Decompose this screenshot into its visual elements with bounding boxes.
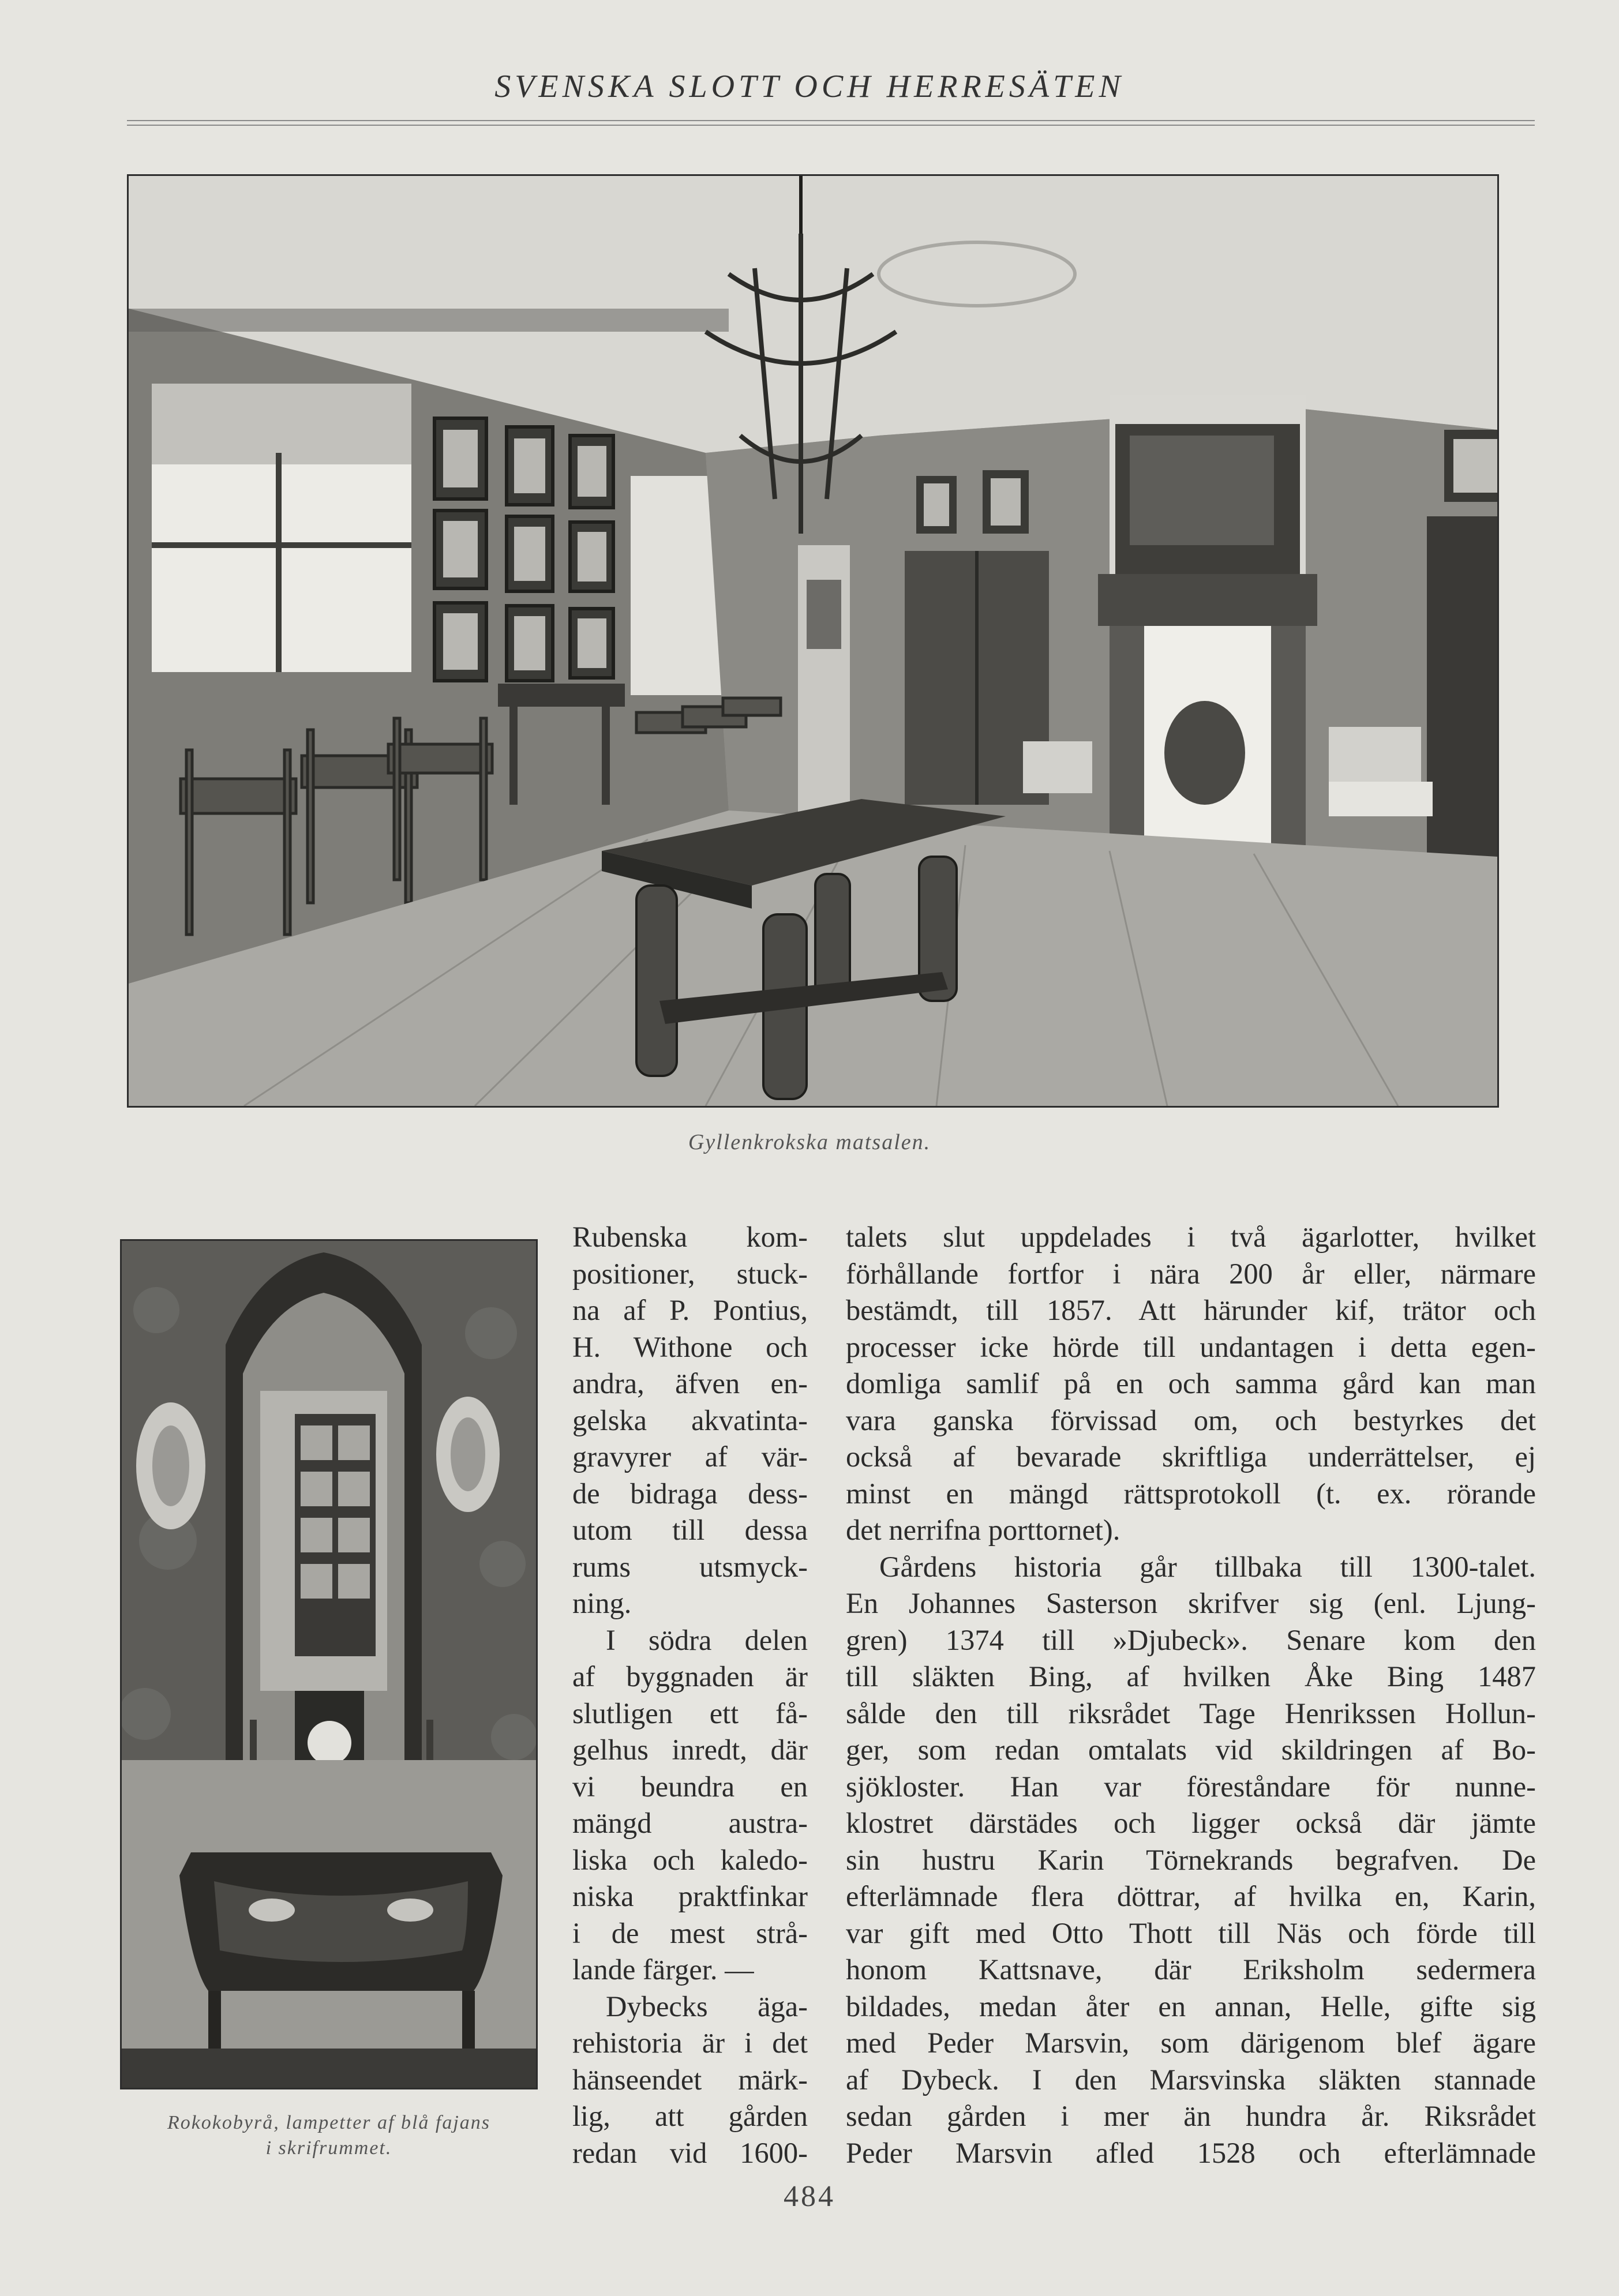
text-line: mängd austra- <box>572 1807 808 1839</box>
right-text-column <box>846 1219 1536 2171</box>
left-text-column <box>572 1219 808 2171</box>
text-line: utom till dessa <box>572 1514 808 1546</box>
text-line: Peder Marsvin afled 1528 och efterlämnade <box>846 2136 1536 2169</box>
text-line: klostret därstädes och ligger också där jämte <box>846 1807 1536 1839</box>
text-line: honom Kattsnave, där Eriksholm sedermera <box>846 1953 1536 1986</box>
bureau-caption-line-1: Rokokobyrå, lampetter af blå fajans <box>167 2112 491 2133</box>
text-line: talets slut uppdelades i två ägarlotter, hvilket <box>846 1221 1536 1253</box>
text-line: na af P. Pontius, <box>572 1294 808 1326</box>
text-line: lande färger. — <box>572 1953 754 1986</box>
text-line: af Dybeck. I den Marsvinska släkten stannade <box>846 2063 1536 2096</box>
text-line: till släkten Bing, af hvilken Åke Bing 1487 <box>846 1660 1536 1693</box>
text-line: vi beundra en <box>572 1770 808 1803</box>
text-line: positioner, stuck- <box>572 1257 808 1290</box>
text-line: i de mest strå- <box>572 1916 808 1949</box>
dining-hall-photo <box>127 174 1499 1108</box>
bureau-caption-line-2: i skrifrummet. <box>265 2137 392 2159</box>
text-line: gravyrer af vär- <box>572 1440 808 1473</box>
text-line: vara ganska förvissad om, och bestyrkes det <box>846 1404 1536 1436</box>
text-line: efterlämnade flera döttrar, af hvilka en, Karin, <box>846 1880 1536 1912</box>
text-line: af byggnaden är <box>572 1660 808 1693</box>
dining-hall-caption: Gyllenkrokska matsalen. <box>688 1130 931 1154</box>
text-line: de bidraga dess- <box>572 1477 808 1510</box>
text-line: H. Withone och <box>572 1330 808 1363</box>
text-line: var gift med Otto Thott till Näs och förde till <box>846 1916 1536 1949</box>
text-line: lig, att gården <box>572 2100 808 2132</box>
text-line: förhållande fortfor i nära 200 år eller, närmare <box>846 1257 1536 1290</box>
text-line: Dybecks äga- <box>606 1990 808 2023</box>
text-line: Gårdens historia går tillbaka till 1300-talet. <box>879 1550 1536 1583</box>
text-line: det nerrifna porttornet). <box>846 1514 1120 1546</box>
text-line: En Johannes Sasterson skrifver sig (enl. Ljung- <box>846 1587 1536 1619</box>
bureau-photo <box>120 1239 538 2089</box>
header-rule-top <box>127 120 1535 121</box>
text-line: I södra delen <box>606 1623 808 1656</box>
text-line: bildades, medan åter en annan, Helle, gifte sig <box>846 1990 1536 2023</box>
text-line: gelhus inredt, där <box>572 1734 808 1766</box>
text-line: slutligen ett få- <box>572 1697 808 1729</box>
running-title: SVENSKA SLOTT OCH HERRESÄTEN <box>494 69 1125 104</box>
text-line: niska praktfinkar <box>572 1880 808 1912</box>
text-line: hänseendet märk- <box>572 2063 808 2096</box>
text-line: liska och kaledo- <box>572 1843 808 1876</box>
text-line: sedan gården i mer än hundra år. Riksrådet <box>846 2100 1536 2132</box>
text-line: processer icke hörde till undantagen i detta egen- <box>846 1330 1536 1363</box>
text-line: sin hustru Karin Törnekrands begrafven. De <box>846 1843 1536 1876</box>
text-line: rehistoria är i det <box>572 2027 808 2059</box>
text-line: med Peder Marsvin, som därigenom blef ägare <box>846 2027 1536 2059</box>
text-line: också af bevarade skriftliga underrättelser, ej <box>846 1440 1536 1473</box>
text-line: andra, äfven en- <box>572 1367 808 1400</box>
text-line: gren) 1374 till »Djubeck». Senare kom den <box>846 1623 1536 1656</box>
text-line: ning. <box>572 1587 632 1619</box>
text-line: minst en mängd rättsprotokoll (t. ex. rörande <box>846 1477 1536 1510</box>
text-line: bestämdt, till 1857. Att härunder kif, trätor och <box>846 1294 1536 1326</box>
text-line: sjökloster. Han var föreståndare för nunne- <box>846 1770 1536 1803</box>
text-line: redan vid 1600- <box>572 2136 808 2169</box>
text-line: gelska akvatinta- <box>572 1404 808 1436</box>
text-line: rums utsmyck- <box>572 1550 808 1583</box>
header-rule-bottom <box>127 125 1535 126</box>
text-line: Rubenska kom- <box>572 1221 808 1253</box>
text-line: domliga samlif på en och samma gård kan man <box>846 1367 1536 1400</box>
page-number: 484 <box>784 2180 835 2213</box>
text-line: ger, som redan omtalats vid skildringen af Bo- <box>846 1734 1536 1766</box>
text-line: sålde den till riksrådet Tage Henrikssen Hollun- <box>846 1697 1536 1729</box>
bureau-caption <box>110 2110 548 2161</box>
